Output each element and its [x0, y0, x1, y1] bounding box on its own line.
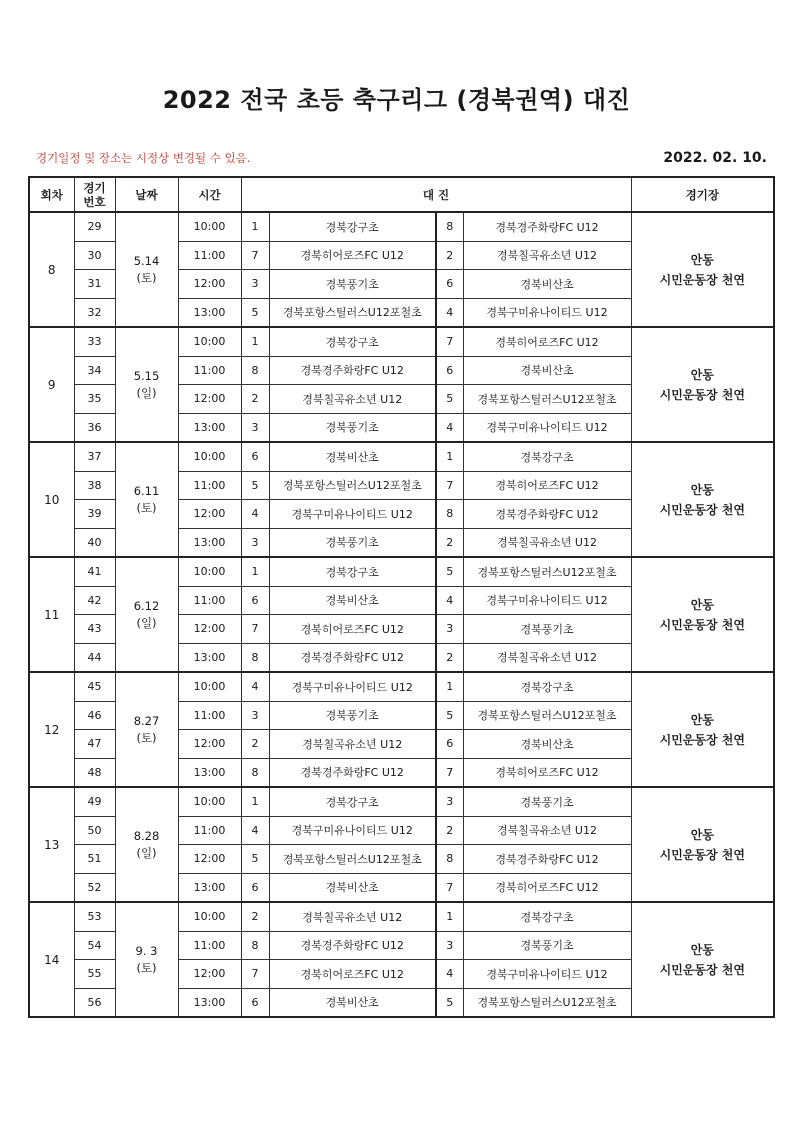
match-day: (토)	[136, 730, 157, 745]
match-date-value: 5.15	[133, 368, 160, 383]
match-time: 12:00	[178, 500, 241, 529]
home-team: 경북포항스틸러스U12포철초	[269, 471, 436, 500]
home-team: 경북경주화랑FC U12	[269, 931, 436, 960]
away-team: 경북강구초	[463, 902, 631, 931]
home-team: 경북경주화랑FC U12	[269, 643, 436, 672]
away-seed: 7	[436, 873, 463, 902]
home-seed: 8	[241, 643, 269, 672]
match-date-value: 8.27	[133, 713, 160, 728]
match-number: 38	[74, 471, 115, 500]
match-time: 10:00	[178, 787, 241, 816]
home-team: 경북강구초	[269, 557, 436, 586]
home-seed: 1	[241, 327, 269, 356]
away-seed: 4	[436, 413, 463, 442]
home-team: 경북포항스틸러스U12포철초	[269, 298, 436, 327]
away-team: 경북구미유나이티드 U12	[463, 298, 631, 327]
home-seed: 7	[241, 241, 269, 270]
table-row	[29, 327, 774, 356]
table-row	[29, 672, 774, 701]
table-row	[29, 212, 774, 241]
round-number: 9	[29, 327, 74, 442]
match-number: 34	[74, 356, 115, 385]
match-time: 10:00	[178, 327, 241, 356]
match-time: 13:00	[178, 643, 241, 672]
match-number: 48	[74, 758, 115, 787]
away-team: 경북풍기초	[463, 931, 631, 960]
away-team: 경북포항스틸러스U12포철초	[463, 701, 631, 730]
home-team: 경북히어로즈FC U12	[269, 241, 436, 270]
away-seed: 2	[436, 643, 463, 672]
venue-stadium: 시민운동장 천연	[659, 617, 745, 632]
venue	[631, 327, 774, 442]
away-team: 경북경주화랑FC U12	[463, 212, 631, 241]
table-row	[29, 442, 774, 471]
venue-city: 안동	[690, 827, 714, 842]
away-seed: 5	[436, 988, 463, 1017]
match-time: 12:00	[178, 845, 241, 874]
match-number: 46	[74, 701, 115, 730]
match-date	[115, 902, 178, 1017]
round-number: 13	[29, 787, 74, 902]
venue-city: 안동	[690, 597, 714, 612]
home-team: 경북비산초	[269, 442, 436, 471]
table-header-row	[29, 177, 774, 212]
match-time: 12:00	[178, 270, 241, 299]
match-number: 56	[74, 988, 115, 1017]
home-seed: 4	[241, 500, 269, 529]
match-time: 10:00	[178, 442, 241, 471]
away-team: 경북강구초	[463, 672, 631, 701]
home-seed: 6	[241, 873, 269, 902]
match-time: 11:00	[178, 471, 241, 500]
match-time: 12:00	[178, 730, 241, 759]
match-day: (토)	[136, 270, 157, 285]
match-date	[115, 787, 178, 902]
away-seed: 5	[436, 385, 463, 414]
header-matchup: 대 진	[241, 177, 631, 212]
home-team: 경북풍기초	[269, 270, 436, 299]
home-team: 경북비산초	[269, 873, 436, 902]
away-seed: 1	[436, 672, 463, 701]
home-seed: 6	[241, 586, 269, 615]
home-seed: 5	[241, 298, 269, 327]
away-seed: 6	[436, 356, 463, 385]
home-seed: 7	[241, 960, 269, 989]
away-seed: 1	[436, 442, 463, 471]
match-date	[115, 327, 178, 442]
home-seed: 3	[241, 270, 269, 299]
match-time: 11:00	[178, 241, 241, 270]
match-time: 12:00	[178, 385, 241, 414]
away-team: 경북칠곡유소년 U12	[463, 643, 631, 672]
match-time: 13:00	[178, 528, 241, 557]
away-seed: 2	[436, 816, 463, 845]
away-seed: 5	[436, 557, 463, 586]
away-seed: 3	[436, 931, 463, 960]
match-time: 13:00	[178, 758, 241, 787]
venue-city: 안동	[690, 942, 714, 957]
table-row	[29, 557, 774, 586]
home-seed: 3	[241, 701, 269, 730]
round-number: 8	[29, 212, 74, 327]
venue	[631, 902, 774, 1017]
venue-stadium: 시민운동장 천연	[659, 732, 745, 747]
header-time: 시간	[178, 177, 241, 212]
match-date	[115, 557, 178, 672]
home-seed: 8	[241, 356, 269, 385]
match-number: 31	[74, 270, 115, 299]
match-number: 47	[74, 730, 115, 759]
away-team: 경북포항스틸러스U12포철초	[463, 385, 631, 414]
home-team: 경북경주화랑FC U12	[269, 758, 436, 787]
home-seed: 2	[241, 385, 269, 414]
away-team: 경북구미유나이티드 U12	[463, 586, 631, 615]
away-team: 경북비산초	[463, 730, 631, 759]
match-schedule-table	[28, 176, 775, 1018]
venue-stadium: 시민운동장 천연	[659, 962, 745, 977]
header-round: 회차	[29, 177, 74, 212]
home-team: 경북칠곡유소년 U12	[269, 902, 436, 931]
home-seed: 7	[241, 615, 269, 644]
match-time: 11:00	[178, 586, 241, 615]
match-time: 13:00	[178, 298, 241, 327]
match-number: 36	[74, 413, 115, 442]
match-number: 42	[74, 586, 115, 615]
match-date-value: 5.14	[133, 253, 160, 268]
header-venue: 경기장	[631, 177, 774, 212]
home-team: 경북풍기초	[269, 701, 436, 730]
match-number: 45	[74, 672, 115, 701]
venue	[631, 212, 774, 327]
venue-stadium: 시민운동장 천연	[659, 387, 745, 402]
away-seed: 2	[436, 528, 463, 557]
home-team: 경북히어로즈FC U12	[269, 615, 436, 644]
home-team: 경북구미유나이티드 U12	[269, 500, 436, 529]
match-day: (일)	[136, 615, 157, 630]
away-seed: 8	[436, 845, 463, 874]
header-match-number-line1: 경기	[83, 180, 106, 195]
match-number: 54	[74, 931, 115, 960]
home-team: 경북비산초	[269, 586, 436, 615]
away-team: 경북히어로즈FC U12	[463, 873, 631, 902]
match-time: 10:00	[178, 557, 241, 586]
away-team: 경북칠곡유소년 U12	[463, 241, 631, 270]
away-team: 경북칠곡유소년 U12	[463, 528, 631, 557]
round-number: 12	[29, 672, 74, 787]
match-date-value: 9. 3	[135, 943, 158, 958]
away-team: 경북히어로즈FC U12	[463, 327, 631, 356]
match-number: 53	[74, 902, 115, 931]
header-date: 날짜	[115, 177, 178, 212]
venue-stadium: 시민운동장 천연	[659, 847, 745, 862]
away-seed: 2	[436, 241, 463, 270]
away-seed: 5	[436, 701, 463, 730]
venue-city: 안동	[690, 712, 714, 727]
home-team: 경북풍기초	[269, 528, 436, 557]
match-time: 12:00	[178, 960, 241, 989]
match-number: 29	[74, 212, 115, 241]
home-team: 경북칠곡유소년 U12	[269, 385, 436, 414]
home-seed: 8	[241, 931, 269, 960]
match-time: 13:00	[178, 413, 241, 442]
round-number: 11	[29, 557, 74, 672]
table-row	[29, 787, 774, 816]
away-seed: 7	[436, 758, 463, 787]
away-seed: 6	[436, 270, 463, 299]
venue-stadium: 시민운동장 천연	[659, 502, 745, 517]
match-date-value: 8.28	[133, 828, 160, 843]
match-date	[115, 672, 178, 787]
away-team: 경북비산초	[463, 270, 631, 299]
match-date	[115, 442, 178, 557]
home-seed: 5	[241, 845, 269, 874]
home-seed: 6	[241, 988, 269, 1017]
match-time: 10:00	[178, 672, 241, 701]
away-team: 경북포항스틸러스U12포철초	[463, 988, 631, 1017]
document-date: 2022. 02. 10.	[663, 150, 767, 166]
home-seed: 4	[241, 672, 269, 701]
table-row	[29, 902, 774, 931]
match-number: 37	[74, 442, 115, 471]
match-day: (일)	[136, 845, 157, 860]
away-seed: 7	[436, 471, 463, 500]
home-team: 경북구미유나이티드 U12	[269, 816, 436, 845]
match-day: (일)	[136, 385, 157, 400]
away-team: 경북풍기초	[463, 787, 631, 816]
away-seed: 1	[436, 902, 463, 931]
home-seed: 2	[241, 730, 269, 759]
away-team: 경북경주화랑FC U12	[463, 845, 631, 874]
venue-stadium: 시민운동장 천연	[659, 272, 745, 287]
away-team: 경북구미유나이티드 U12	[463, 413, 631, 442]
home-seed: 8	[241, 758, 269, 787]
match-number: 55	[74, 960, 115, 989]
match-date	[115, 212, 178, 327]
home-seed: 5	[241, 471, 269, 500]
venue-city: 안동	[690, 367, 714, 382]
venue-city: 안동	[690, 482, 714, 497]
away-team: 경북강구초	[463, 442, 631, 471]
home-seed: 6	[241, 442, 269, 471]
home-team: 경북강구초	[269, 787, 436, 816]
match-time: 10:00	[178, 212, 241, 241]
match-number: 30	[74, 241, 115, 270]
match-day: (토)	[136, 500, 157, 515]
away-team: 경북히어로즈FC U12	[463, 758, 631, 787]
venue	[631, 672, 774, 787]
round-number: 10	[29, 442, 74, 557]
away-team: 경북히어로즈FC U12	[463, 471, 631, 500]
venue	[631, 787, 774, 902]
away-seed: 7	[436, 327, 463, 356]
away-team: 경북비산초	[463, 356, 631, 385]
home-team: 경북구미유나이티드 U12	[269, 672, 436, 701]
away-team: 경북구미유나이티드 U12	[463, 960, 631, 989]
away-seed: 4	[436, 586, 463, 615]
match-number: 32	[74, 298, 115, 327]
match-time: 12:00	[178, 615, 241, 644]
home-team: 경북칠곡유소년 U12	[269, 730, 436, 759]
match-number: 44	[74, 643, 115, 672]
away-seed: 6	[436, 730, 463, 759]
venue-city: 안동	[690, 252, 714, 267]
away-seed: 4	[436, 960, 463, 989]
home-team: 경북경주화랑FC U12	[269, 356, 436, 385]
match-time: 13:00	[178, 988, 241, 1017]
match-number: 39	[74, 500, 115, 529]
home-seed: 1	[241, 212, 269, 241]
away-seed: 4	[436, 298, 463, 327]
match-number: 43	[74, 615, 115, 644]
page-title: 2022 전국 초등 축구리그 (경북권역) 대진	[162, 86, 631, 114]
home-seed: 1	[241, 787, 269, 816]
match-time: 11:00	[178, 816, 241, 845]
match-date-value: 6.11	[133, 483, 160, 498]
away-seed: 8	[436, 212, 463, 241]
home-seed: 4	[241, 816, 269, 845]
round-number: 14	[29, 902, 74, 1017]
match-number: 35	[74, 385, 115, 414]
home-team: 경북비산초	[269, 988, 436, 1017]
home-seed: 3	[241, 413, 269, 442]
away-seed: 3	[436, 787, 463, 816]
home-team: 경북히어로즈FC U12	[269, 960, 436, 989]
home-seed: 3	[241, 528, 269, 557]
header-match-number	[74, 177, 115, 212]
away-team: 경북풍기초	[463, 615, 631, 644]
match-number: 33	[74, 327, 115, 356]
home-team: 경북강구초	[269, 327, 436, 356]
match-time: 13:00	[178, 873, 241, 902]
away-seed: 3	[436, 615, 463, 644]
match-time: 11:00	[178, 701, 241, 730]
schedule-change-notice: 경기일정 및 장소는 시정상 변경될 수 있음.	[36, 151, 251, 165]
match-number: 49	[74, 787, 115, 816]
match-time: 11:00	[178, 931, 241, 960]
header-match-number-line2: 번호	[83, 194, 106, 209]
home-team: 경북포항스틸러스U12포철초	[269, 845, 436, 874]
schedule-body	[29, 212, 774, 1017]
match-date-value: 6.12	[133, 598, 160, 613]
home-team: 경북풍기초	[269, 413, 436, 442]
venue	[631, 557, 774, 672]
match-number: 50	[74, 816, 115, 845]
venue	[631, 442, 774, 557]
away-team: 경북경주화랑FC U12	[463, 500, 631, 529]
away-seed: 8	[436, 500, 463, 529]
home-seed: 2	[241, 902, 269, 931]
match-number: 52	[74, 873, 115, 902]
match-time: 10:00	[178, 902, 241, 931]
match-number: 40	[74, 528, 115, 557]
match-number: 41	[74, 557, 115, 586]
match-day: (토)	[136, 960, 157, 975]
away-team: 경북칠곡유소년 U12	[463, 816, 631, 845]
away-team: 경북포항스틸러스U12포철초	[463, 557, 631, 586]
home-team: 경북강구초	[269, 212, 436, 241]
match-number: 51	[74, 845, 115, 874]
home-seed: 1	[241, 557, 269, 586]
match-time: 11:00	[178, 356, 241, 385]
